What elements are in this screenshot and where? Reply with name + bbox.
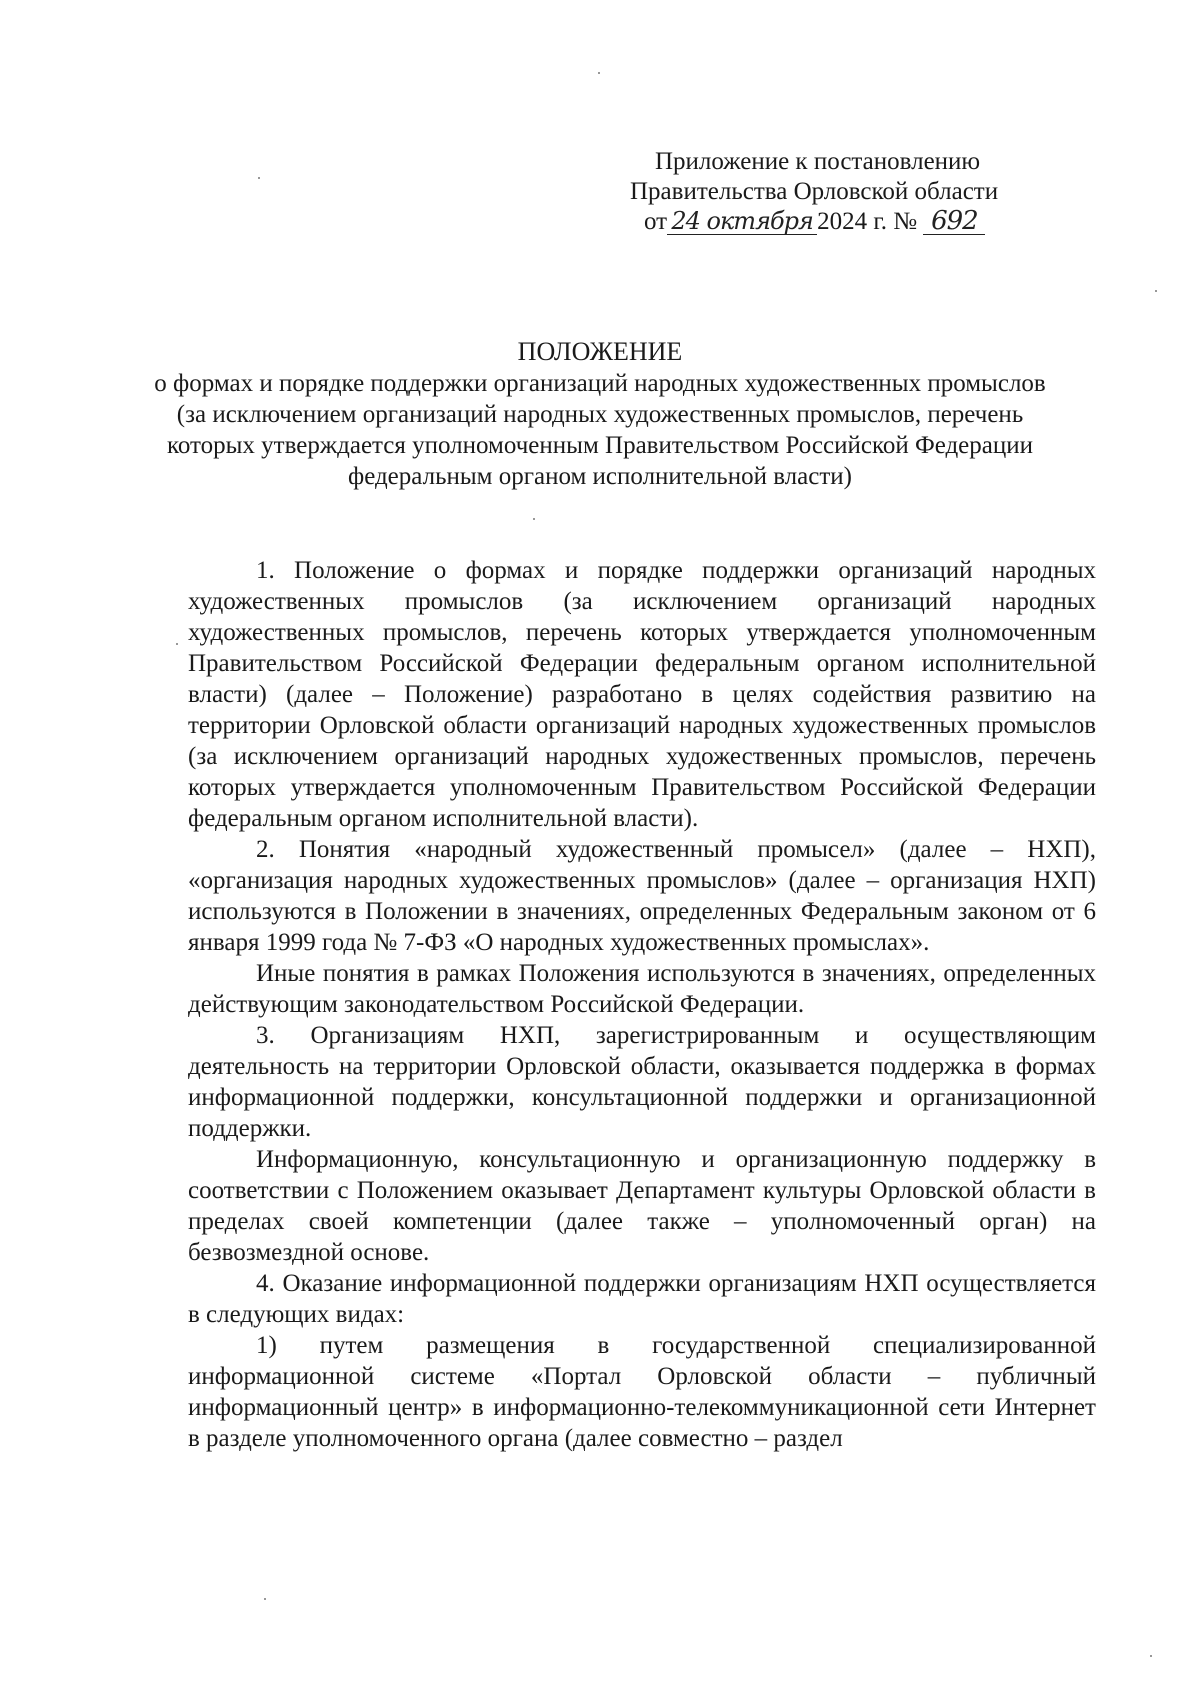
appendix-block	[600, 147, 1020, 237]
appendix-year-text: 2024 г. №	[817, 208, 918, 235]
scan-speck	[533, 518, 535, 520]
paragraph-2: 2. Понятия «народный художественный промысел» (далее – НХП), «организация народных художественных промыслов» (далее – организация НХП) используются в Положении в значениях, определенных Федеральным законом от 6 января 1999 года № 7-ФЗ «О народных художественных промыслах».	[188, 836, 1096, 956]
scan-speck	[264, 1598, 266, 1600]
scan-speck	[1150, 1655, 1152, 1657]
scan-speck	[598, 72, 600, 74]
paragraph-4: 3. Организациям НХП, зарегистрированным и осуществляющим деятельность на территории Орловской области, оказывается поддержка в формах информационной поддержки, консультационной поддержки и организационной поддержки.	[188, 1022, 1096, 1142]
handwritten-number: 692	[923, 208, 985, 235]
appendix-line-2: Правительства Орловской области	[630, 178, 999, 205]
scan-speck	[258, 177, 260, 179]
paragraph-1: 1. Положение о формах и порядке поддержки организаций народных художественных промыслов (за исключением организаций народных художественных промыслов, перечень которых утверждается уполномоченным Правительством Российской Федерации федеральным органом исполнительной власти) (далее – Положение) разработано в целях содействия развитию на территории Орловской области организаций народных художественных промыслов (за исключением организаций народных художественных промыслов, перечень которых утверждается уполномоченным Правительством Российской Федерации федеральным органом исполнительной власти).	[188, 557, 1096, 832]
paragraph-3: Иные понятия в рамках Положения используются в значениях, определенных действующим законодательством Российской Федерации.	[188, 960, 1096, 1018]
paragraph-5: Информационную, консультационную и организационную поддержку в соответствии с Положением оказывает Департамент культуры Орловской области в пределах своей компетенции (далее также – уполномоченный орган) на безвозмездной основе.	[188, 1146, 1096, 1266]
title-subtitle: о формах и порядке поддержки организаций народных художественных промыслов (за исключением организаций народных художественных промыслов, перечень которых утверждается уполномоченным Правительством Российской Федерации федеральным органом исполнительной власти)	[154, 370, 1046, 490]
scan-speck	[1155, 290, 1157, 292]
appendix-prefix: от	[644, 208, 668, 235]
appendix-line-3	[600, 207, 1020, 237]
handwritten-date: 24 октября	[667, 208, 817, 235]
paragraph-6: 4. Оказание информационной поддержки организациям НХП осуществляется в следующих видах:	[188, 1270, 1096, 1328]
appendix-line-1: Приложение к постановлению	[655, 148, 981, 175]
title-heading: ПОЛОЖЕНИЕ	[517, 337, 683, 366]
scan-speck	[176, 643, 178, 645]
document-title	[150, 336, 1050, 492]
paragraph-7: 1) путем размещения в государственной специализированной информационной системе «Портал Орловской области – публичный информационный центр» в информационно-телекоммуникационной сети Интернет в разделе уполномоченного органа (далее совместно – раздел	[188, 1332, 1096, 1452]
document-body	[188, 555, 1096, 1454]
